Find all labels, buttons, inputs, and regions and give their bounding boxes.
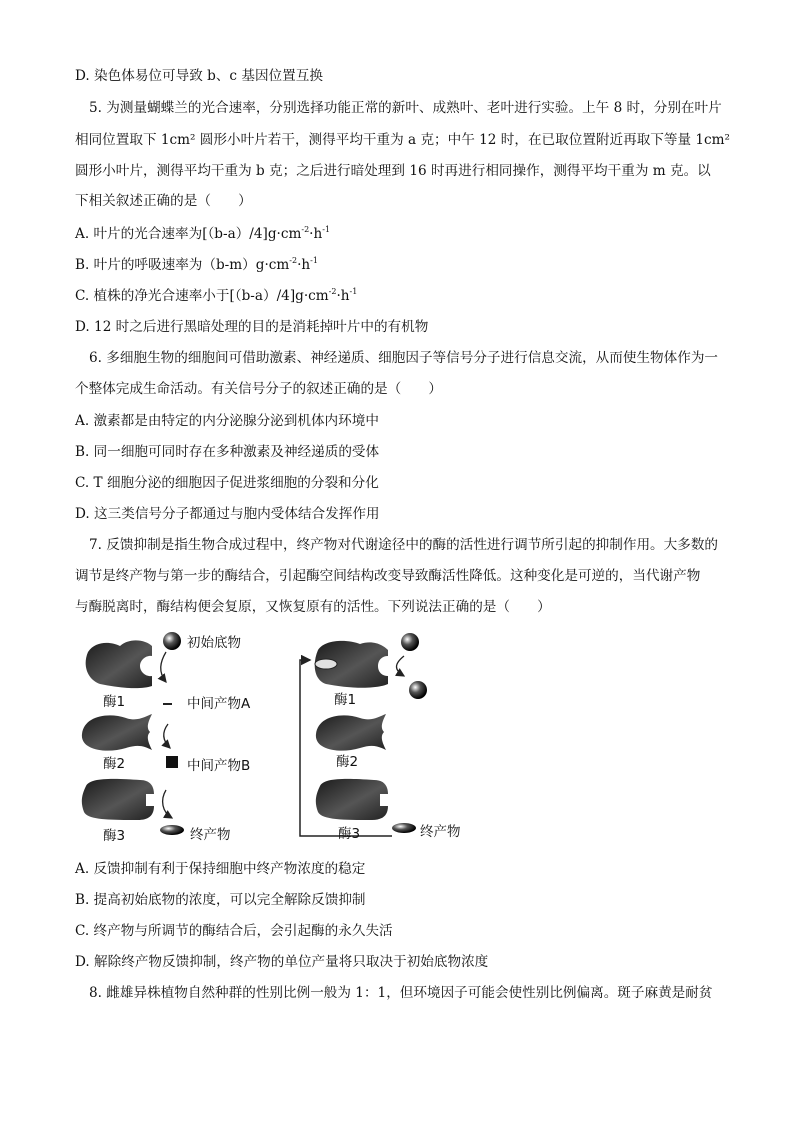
right-enzyme3-shape <box>316 779 388 820</box>
left-arrow-1 <box>161 652 166 682</box>
q6-stem-line2: 个整体完成生命活动。有关信号分子的叙述正确的是（ ） <box>75 381 443 397</box>
q7-stem-line2: 调节是终产物与第一步的酶结合，引起酶空间结构改变导致酶活性降低。这种变化是可逆的，当代谢产物 <box>75 568 701 584</box>
left-label-substrate: 初始底物 <box>187 635 241 651</box>
q7-option-d: D. 解除终产物反馈抑制，终产物的单位产量将只取决于初始底物浓度 <box>75 954 489 970</box>
q5-option-a: A. 叶片的光合速率为$[(b-a)/4]g\cdot cm^{-2}\cdot h^{-1}$ <box>75 225 331 242</box>
left-label-enzyme1: 酶1 <box>103 694 126 710</box>
q5-stem-line4: 下相关叙述正确的是（ ） <box>75 193 252 209</box>
q7-option-c: C. 终产物与所调节的酶结合后，会引起酶的永久失活 <box>75 923 393 939</box>
left-intermediate-b-block <box>166 756 178 768</box>
left-label-enzyme3: 酶3 <box>103 828 126 844</box>
right-label-enzyme1: 酶1 <box>334 692 357 708</box>
right-end-product-oval <box>392 823 416 833</box>
right-enzyme1-bound-product <box>315 659 337 669</box>
q5-option-b: B. 叶片的呼吸速率为$(b-m)g\cdot cm^{-2}\cdot h^{-1}$ <box>75 256 318 273</box>
q5-stem-line3: 圆形小叶片，测得平均干重为 b 克；之后进行暗处理到 16 时再进行相同操作，测得平均干重为 m 克。以 <box>75 163 711 179</box>
q5-option-c: C. 植株的净光合速率小于$[(b-a)/4]g\cdot cm^{-2}\cdot h^{-1}$ <box>75 287 358 304</box>
right-label-end-product: 终产物 <box>420 824 461 840</box>
q5-stem-line2: 相同位置取下 1cm² 圆形小叶片若干，测得平均干重为 a 克；中午 12 时，在已取位置附近再取下等量 1cm² <box>75 132 731 148</box>
right-substrate-ball-1 <box>401 633 419 651</box>
q6-option-c: C. T 细胞分泌的细胞因子促进浆细胞的分裂和分化 <box>75 475 379 491</box>
left-substrate-ball <box>163 632 181 650</box>
q8-stem-line1: 8. 雌雄异株植物自然种群的性别比例一般为 1：1，但环境因子可能会使性别比例偏离。斑子麻黄是耐贫 <box>89 985 713 1001</box>
q4-option-d: D. 染色体易位可导致 b、c 基因位置互换 <box>75 68 323 84</box>
left-label-enzyme2: 酶2 <box>103 756 126 772</box>
q6-option-d: D. 这三类信号分子都通过与胞内受体结合发挥作用 <box>75 506 380 522</box>
q7-stem-line3: 与酶脱离时，酶结构便会复原，又恢复原有的活性。下列说法正确的是（ ） <box>75 599 551 615</box>
left-arrow-3 <box>163 790 172 818</box>
left-label-end-product: 终产物 <box>190 827 231 843</box>
right-arrow-1 <box>397 656 405 676</box>
left-enzyme2-shape <box>82 714 152 751</box>
left-label-intermediate-b: 中间产物B <box>187 758 251 774</box>
q5-stem-line1: 5. 为测量蝴蝶兰的光合速率，分别选择功能正常的新叶、成熟叶、老叶进行实验。上午 8 时，分别在叶片 <box>89 100 722 116</box>
q5-option-d: D. 12 时之后进行黑暗处理的目的是消耗掉叶片中的有机物 <box>75 319 429 335</box>
right-label-enzyme3: 酶3 <box>338 826 361 842</box>
q7-stem-line1: 7. 反馈抑制是指生物合成过程中，终产物对代谢途径中的酶的活性进行调节所引起的抑制作用。大多数的 <box>89 537 719 553</box>
right-substrate-ball-2 <box>409 681 427 699</box>
q6-stem-line1: 6. 多细胞生物的细胞间可借助激素、神经递质、细胞因子等信号分子进行信息交流，从而使生物体作为一 <box>89 350 719 366</box>
left-arrow-2 <box>164 724 170 748</box>
left-end-product-oval <box>160 825 184 835</box>
right-enzyme2-shape <box>316 714 386 751</box>
right-label-enzyme2: 酶2 <box>336 754 359 770</box>
left-enzyme3-shape <box>82 779 154 820</box>
q6-option-b: B. 同一细胞可同时存在多种激素及神经递质的受体 <box>75 444 380 460</box>
left-label-intermediate-a: 中间产物A <box>187 696 251 712</box>
left-enzyme1-shape <box>86 640 152 688</box>
q6-option-a: A. 激素都是由特定的内分泌腺分泌到机体内环境中 <box>75 413 379 429</box>
q7-option-b: B. 提高初始底物的浓度，可以完全解除反馈抑制 <box>75 892 366 908</box>
q7-option-a: A. 反馈抑制有利于保持细胞中终产物浓度的稳定 <box>75 861 366 877</box>
